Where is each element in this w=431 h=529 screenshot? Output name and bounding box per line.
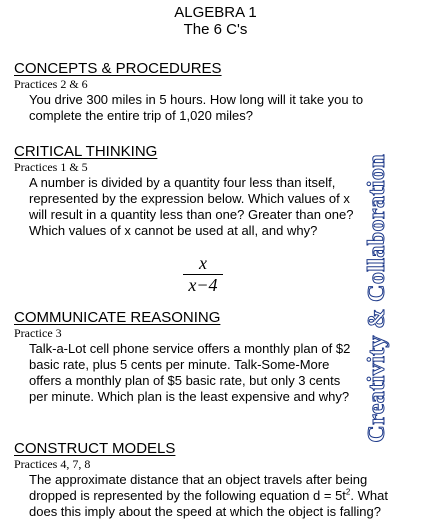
section-heading: COMMUNICATE REASONING (14, 309, 221, 326)
fraction-numerator: x (199, 253, 207, 273)
section-concepts-procedures (14, 60, 414, 124)
practice-label: Practices 2 & 6 (14, 77, 88, 91)
section-communicate-reasoning (14, 309, 414, 405)
problem-text (14, 472, 415, 520)
worksheet-subtitle: The 6 C's (183, 21, 248, 38)
problem-paragraph: You drive 300 miles in 5 hours. How long will it take you to complete the entire trip of 1,020 miles? (29, 92, 364, 123)
problem-text (14, 341, 359, 405)
fraction-expression (183, 254, 223, 295)
practice-label: Practices 1 & 5 (14, 160, 88, 174)
problem-text-part: . What does this imply about the speed at which the object is falling? (29, 488, 388, 519)
practice-label: Practices 4, 7, 8 (14, 457, 91, 471)
fraction-denominator: x−4 (188, 275, 218, 295)
section-heading: CRITICAL THINKING (14, 143, 158, 160)
section-construct-models (14, 440, 414, 520)
problem-paragraph: Talk-a-Lot cell phone service offers a monthly plan of $2 basic rate, plus 5 cents per minute. Talk-Some-More offers a monthly plan of $5 basic rate, but only 3 cents per minute. Which plan is the least expensive and why? (29, 341, 351, 404)
side-banner-text: Creativity & Collaboration (363, 153, 390, 443)
section-heading: CONCEPTS & PROCEDURES (14, 60, 222, 77)
problem-text (14, 175, 359, 239)
practice-label: Practice 3 (14, 326, 62, 340)
problem-text-part: The approximate distance that an object travels after being dropped is represented by the following equation d = 5t (29, 472, 368, 503)
problem-paragraph (29, 472, 415, 520)
exponent: 2 (345, 487, 351, 497)
problem-paragraph: A number is divided by a quantity four less than itself, represented by the expression below. Which values of x will result in a quantity less than one? Greater than one? Which values of x cannot be used at all, and why? (29, 175, 354, 238)
section-critical-thinking (14, 143, 414, 239)
section-heading: CONSTRUCT MODELS (14, 440, 176, 457)
problem-text (14, 92, 414, 124)
side-banner (357, 143, 397, 453)
course-title: ALGEBRA 1 (174, 4, 257, 21)
